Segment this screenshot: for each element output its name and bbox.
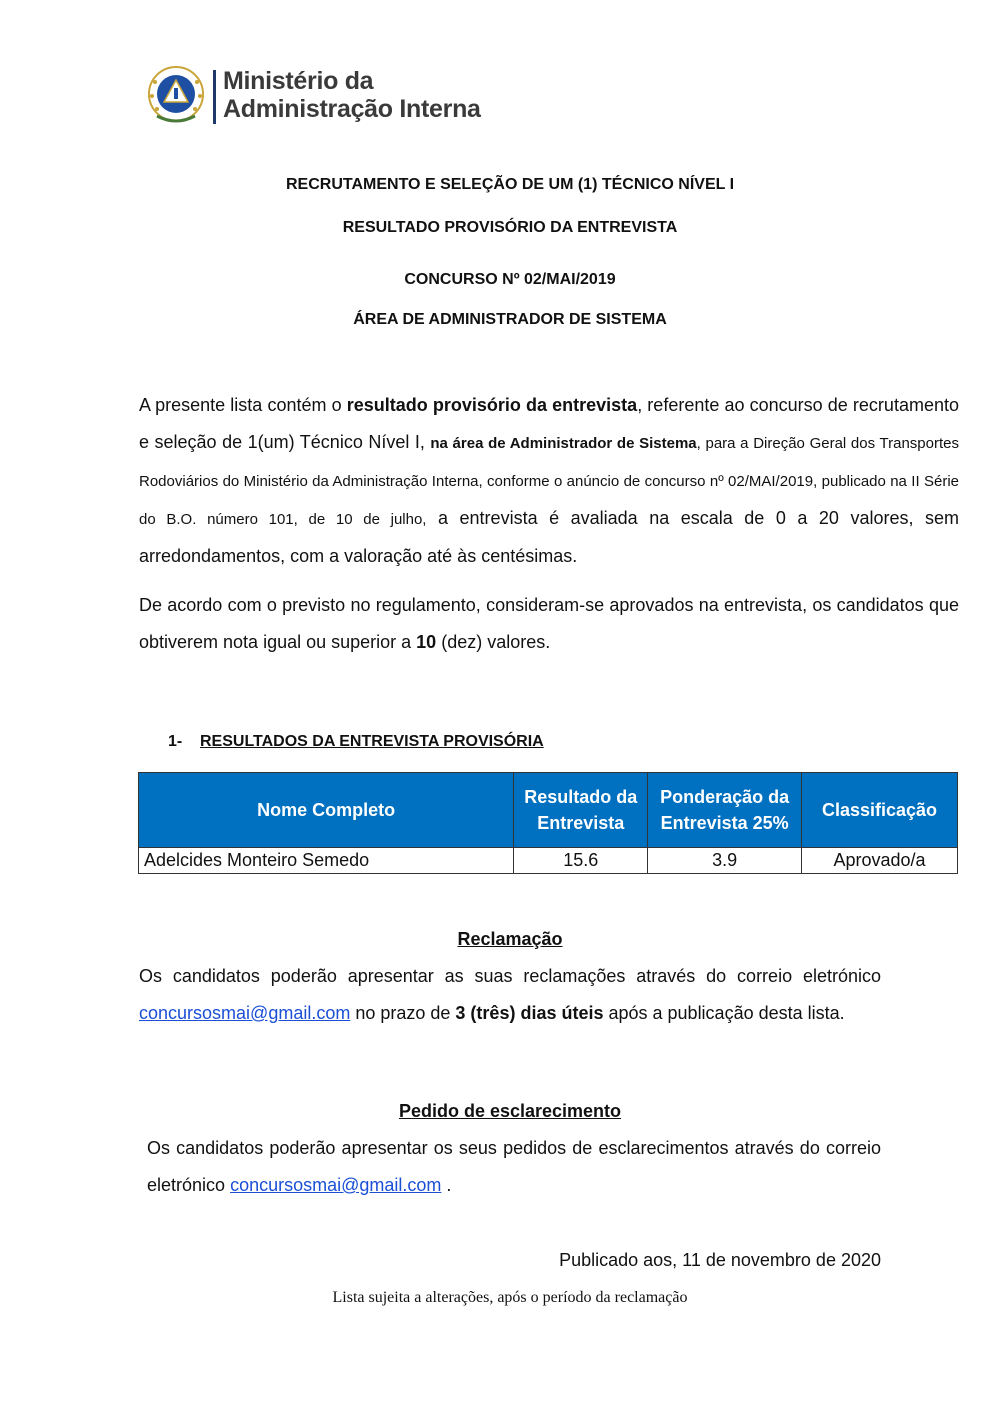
title-contest: CONCURSO Nº 02/MAI/2019 bbox=[404, 271, 616, 288]
complaint-paragraph bbox=[139, 958, 881, 1032]
results-table bbox=[138, 772, 958, 874]
cell-classification: Aprovado/a bbox=[802, 848, 958, 874]
clarification-text-a: Os candidatos poderão apresentar os seus pedidos de esclarecimentos através do correio eletrónico bbox=[147, 1138, 881, 1195]
header-result: Resultado da Entrevista bbox=[514, 773, 648, 848]
approval-text-c: (dez) valores. bbox=[436, 632, 551, 652]
intro-text-c: , referente ao concurso de recrutamento e seleção de 1(um) Técnico Nível I, bbox=[139, 395, 959, 452]
header-classification: Classificação bbox=[802, 773, 958, 848]
intro-text-a: A presente lista contém o bbox=[139, 395, 347, 415]
logo-divider bbox=[213, 70, 216, 124]
intro-bold-result: resultado provisório da entrevista bbox=[346, 395, 638, 415]
clarification-text-b: . bbox=[441, 1175, 452, 1195]
section-title: RESULTADOS DA ENTREVISTA PROVISÓRIA bbox=[200, 733, 544, 750]
cell-result: 15.6 bbox=[514, 848, 648, 874]
header-weight: Ponderação da Entrevista 25% bbox=[648, 773, 802, 848]
complaint-text-b: no prazo de bbox=[350, 1003, 456, 1023]
approval-threshold: 10 bbox=[416, 632, 437, 652]
published-date: Publicado aos, 11 de novembro de 2020 bbox=[559, 1250, 881, 1270]
coat-of-arms-icon bbox=[143, 64, 209, 128]
intro-paragraph bbox=[139, 387, 959, 575]
complaint-text-a: Os candidatos poderão apresentar as suas reclamações através do correio eletrónico bbox=[139, 966, 881, 986]
ministry-logo bbox=[143, 64, 481, 128]
complaint-title: Reclamação bbox=[457, 929, 563, 949]
title-result: RESULTADO PROVISÓRIO DA ENTREVISTA bbox=[342, 219, 678, 236]
complaint-email-link[interactable]: concursosmai@gmail.com bbox=[139, 1003, 351, 1023]
clarification-email-link[interactable]: concursosmai@gmail.com bbox=[230, 1175, 442, 1195]
header-name: Nome Completo bbox=[139, 773, 514, 848]
cell-weight: 3.9 bbox=[648, 848, 802, 874]
intro-text-f: a entrevista é avaliada na escala de 0 a 20 valores, sem arredondamentos, com a valoração até às centésimas. bbox=[139, 508, 959, 566]
cell-name: Adelcides Monteiro Semedo bbox=[139, 848, 514, 874]
title-area: ÁREA DE ADMINISTRADOR DE SISTEMA bbox=[353, 311, 667, 328]
title-recruitment: RECRUTAMENTO E SELEÇÃO DE UM (1) TÉCNICO NÍVEL I bbox=[285, 176, 735, 193]
intro-bold-area: na área de Administrador de Sistema bbox=[430, 435, 697, 452]
complaint-deadline: 3 (três) dias úteis bbox=[455, 1003, 604, 1023]
ministry-name-line1: Ministério da bbox=[223, 67, 374, 95]
section-number: 1- bbox=[168, 733, 183, 750]
ministry-name-line2: Administração Interna bbox=[223, 95, 481, 123]
ministry-name bbox=[223, 67, 481, 123]
approval-text-a: De acordo com o previsto no regulamento, consideram-se aprovados na entrevista, os candidatos que obtiverem nota igual ou superior a bbox=[139, 595, 959, 652]
approval-paragraph bbox=[139, 587, 959, 661]
clarification-title: Pedido de esclarecimento bbox=[398, 1101, 622, 1121]
complaint-text-c: após a publicação desta lista. bbox=[603, 1003, 845, 1023]
table-header-row bbox=[139, 773, 958, 848]
clarification-paragraph bbox=[147, 1130, 881, 1204]
table-row bbox=[139, 848, 958, 874]
intro-text-e: , para a Direção Geral dos Transportes Rodoviários do Ministério da Administração Interna, conforme o anúncio de concurso nº 02/MAI/2019, publicado na II Série do B.O. número 101, de 10 de julho, bbox=[139, 435, 959, 528]
footer-note: Lista sujeita a alterações, após o período da reclamação bbox=[332, 1289, 688, 1306]
